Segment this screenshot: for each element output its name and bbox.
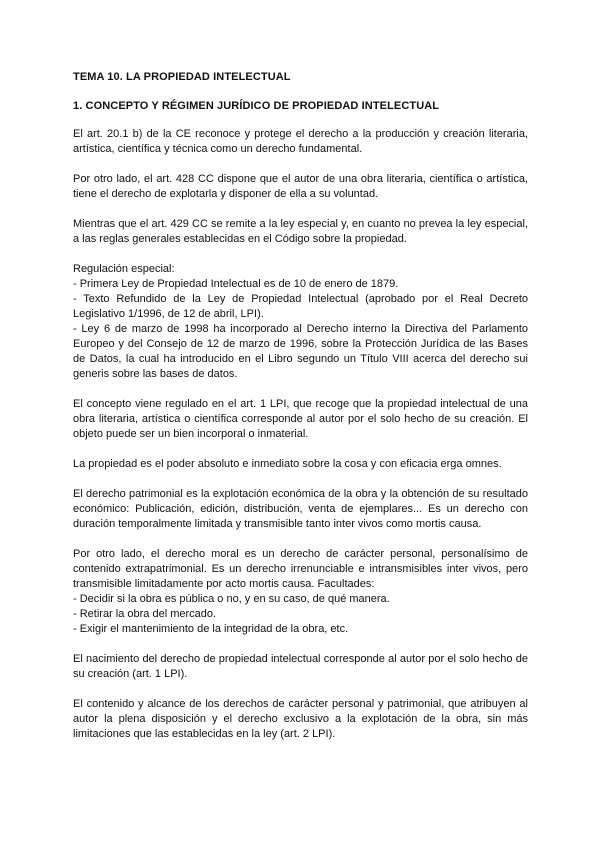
- list-item: - Primera Ley de Propiedad Intelectual es de 10 de enero de 1879.: [73, 278, 399, 290]
- paragraph-art-428: Por otro lado, el art. 428 CC dispone que el autor de una obra literaria, científica o artística, tiene el derecho de explotarla y disponer de ella a su voluntad.: [73, 173, 528, 200]
- paragraph-constitution: El art. 20.1 b) de la CE reconoce y protege el derecho a la producción y creación literaria, artística, científica y técnica como un derecho fundamental.: [73, 128, 528, 155]
- paragraph-art-429: Mientras que el art. 429 CC se remite a la ley especial y, en cuanto no prevea la ley especial, a las reglas generales establecidas en el Código sobre la propiedad.: [73, 218, 528, 245]
- list-item: - Ley 6 de marzo de 1998 ha incorporado al Derecho interno la Directiva del Parlamento Europeo y del Consejo de 12 de marzo de 1996, sobre la Protección Jurídica de las Bases de Datos, la cual ha introducido en el Libro segundo un Título VIII acerca del derecho sui generis sobre las bases de datos.: [73, 323, 528, 380]
- faculties-list: [73, 592, 528, 637]
- regulation-intro: Regulación especial:: [73, 263, 175, 275]
- list-item: - Decidir si la obra es pública o no, y en su caso, de qué manera.: [73, 593, 390, 605]
- paragraph-concept: El concepto viene regulado en el art. 1 LPI, que recoge que la propiedad intelectual de una obra literaria, artística o científica corresponde al autor por el solo hecho de su creación. El objeto puede ser un bien incorporal o inmaterial.: [73, 398, 528, 440]
- moral-right-block: [73, 547, 528, 637]
- paragraph-moral-right: Por otro lado, el derecho moral es un derecho de carácter personal, personalísimo de contenido extrapatrimonial. Es un derecho irrenunciable e intransmisibles inter vivos, pero transmisible limitadamente por acto mortis causa. Facultades:: [73, 548, 528, 590]
- list-item: - Retirar la obra del mercado.: [73, 608, 217, 620]
- regulation-list: [73, 277, 528, 382]
- paragraph-birth-of-right: El nacimiento del derecho de propiedad intelectual corresponde al autor por el solo hecho de su creación (art. 1 LPI).: [73, 653, 528, 680]
- list-item: - Texto Refundido de la Ley de Propiedad Intelectual (aprobado por el Real Decreto Legislativo 1/1996, de 12 de abril, LPI).: [73, 293, 528, 320]
- paragraph-property: La propiedad es el poder absoluto e inmediato sobre la cosa y con eficacia erga omnes.: [73, 458, 502, 470]
- document-title: TEMA 10. LA PROPIEDAD INTELECTUAL: [73, 71, 291, 83]
- list-item: - Exigir el mantenimiento de la integridad de la obra, etc.: [73, 623, 349, 635]
- document-page: [73, 70, 528, 757]
- section-title: 1. CONCEPTO Y RÉGIMEN JURÍDICO DE PROPIEDAD INTELECTUAL: [73, 100, 440, 112]
- paragraph-patrimonial-right: El derecho patrimonial es la explotación económica de la obra y la obtención de su resultado económico: Publicación, edición, distribución, venta de ejemplares... Es un derecho con duración temporalmente limitada y transmisible tanto inter vivos como mortis causa.: [73, 488, 528, 530]
- paragraph-content-scope: El contenido y alcance de los derechos de carácter personal y patrimonial, que atribuyen al autor la plena disposición y el derecho exclusivo a la explotación de la obra, sin más limitaciones que las establecidas en la ley (art. 2 LPI).: [73, 698, 528, 740]
